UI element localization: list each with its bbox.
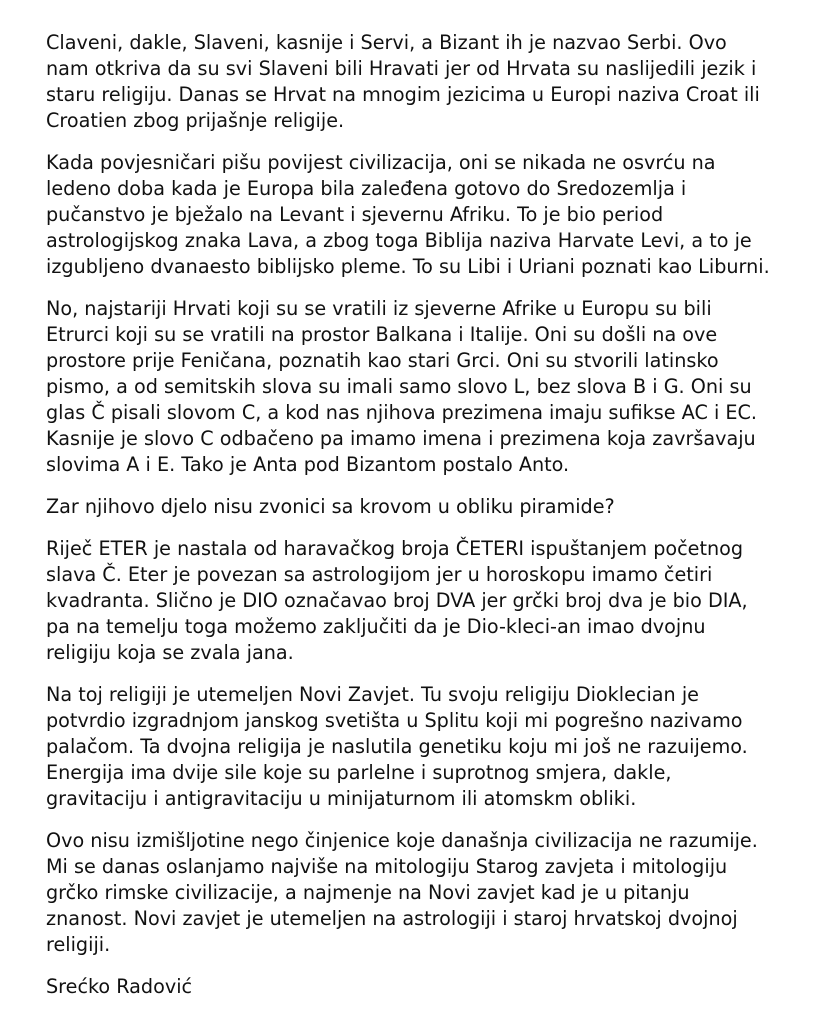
text-line: izgubljeno dvanaesto biblijsko pleme. To su Libi i Uriani poznati kao Liburni. — [46, 255, 770, 278]
text-line: nam otkriva da su svi Slaveni bili Hravati jer od Hrvata su naslijedili jezik i — [46, 57, 757, 80]
text-line: kvadranta. Slično je DIO označavao broj DVA jer grčki broj dva je bio DIA, — [46, 589, 748, 612]
paragraph-2 — [46, 150, 822, 280]
paragraph-3 — [46, 296, 822, 478]
text-line: Etrurci koji su se vratili na prostor Balkana i Italije. Oni su došli na ove — [46, 323, 718, 346]
text-line: Riječ ETER je nastala od haravačkog broja ČETERI ispuštanjem početnog — [46, 537, 744, 560]
text-line: potvrdio izgradnjom janskog svetišta u Splitu koji mi pogrešno nazivamo — [46, 709, 743, 732]
text-line: grčko rimske civilizacije, a najmenje na Novi zavjet kad je u pitanju — [46, 881, 690, 904]
text-line: religiji. — [46, 933, 111, 956]
paragraph-5 — [46, 536, 822, 666]
text-line: Na toj religiji je utemeljen Novi Zavjet. Tu svoju religiju Dioklecian je — [46, 683, 699, 706]
text-line: palačom. Ta dvojna religija je naslutila genetiku koju mi još ne razuijemo. — [46, 735, 748, 758]
text-line: Zar njihovo djelo nisu zvonici sa krovom u obliku piramide? — [46, 495, 615, 518]
text-line: Ovo nisu izmišljotine nego činjenice koje današnja civilizacija ne razumije. — [46, 829, 758, 852]
text-line: prostore prije Feničana, poznatih kao stari Grci. Oni su stvorili latinsko — [46, 349, 719, 372]
text-line: slovima A i E. Tako je Anta pod Bizantom postalo Anto. — [46, 453, 570, 476]
text-line: pa na temelju toga možemo zaključiti da je Dio-kleci-an imao dvojnu — [46, 615, 706, 638]
paragraph-1 — [46, 30, 822, 134]
text-line: Kada povjesničari pišu povijest civilizacija, oni se nikada ne osvrću na — [46, 151, 716, 174]
text-line: Mi se danas oslanjamo najviše na mitologiju Starog zavjeta i mitologiju — [46, 855, 728, 878]
text-line: No, najstariji Hrvati koji su se vratili iz sjeverne Afrike u Europu su bili — [46, 297, 712, 320]
text-line: glas Č pisali slovom C, a kod nas njihova prezimena imaju sufikse AC i EC. — [46, 401, 758, 424]
text-line: staru religiju. Danas se Hrvat na mnogim jezicima u Europi naziva Croat ili — [46, 83, 760, 106]
text-line: astrologijskog znaka Lava, a zbog toga Biblija naziva Harvate Levi, a to je — [46, 229, 752, 252]
text-line: pučanstvo je bježalo na Levant i sjevernu Afriku. To je bio period — [46, 203, 664, 226]
paragraph-6 — [46, 682, 822, 812]
paragraph-7 — [46, 828, 822, 958]
author-signature: Srećko Radović — [46, 975, 193, 998]
text-line: ledeno doba kada je Europa bila zaleđena gotovo do Sredozemlja i — [46, 177, 687, 200]
paragraph-4 — [46, 494, 822, 520]
text-line: pismo, a od semitskih slova su imali samo slovo L, bez slova B i G. Oni su — [46, 375, 752, 398]
text-line: slava Č. Eter je povezan sa astrologijom jer u horoskopu imamo četiri — [46, 563, 713, 586]
text-line: gravitaciju i antigravitaciju u minijaturnom ili atomskm obliki. — [46, 787, 637, 810]
text-line: Kasnije je slovo C odbačeno pa imamo imena i prezimena koja završavaju — [46, 427, 756, 450]
text-line: Energija ima dvije sile koje su parlelne i suprotnog smjera, dakle, — [46, 761, 672, 784]
text-line: Croatien zbog prijašnje religije. — [46, 109, 345, 132]
text-line: religiju koja se zvala jana. — [46, 641, 294, 664]
text-line: znanost. Novi zavjet je utemeljen na astrologiji i staroj hrvatskoj dvojnoj — [46, 907, 738, 930]
text-line: Claveni, dakle, Slaveni, kasnije i Servi, a Bizant ih je nazvao Serbi. Ovo — [46, 31, 727, 54]
document-body — [46, 30, 822, 1000]
